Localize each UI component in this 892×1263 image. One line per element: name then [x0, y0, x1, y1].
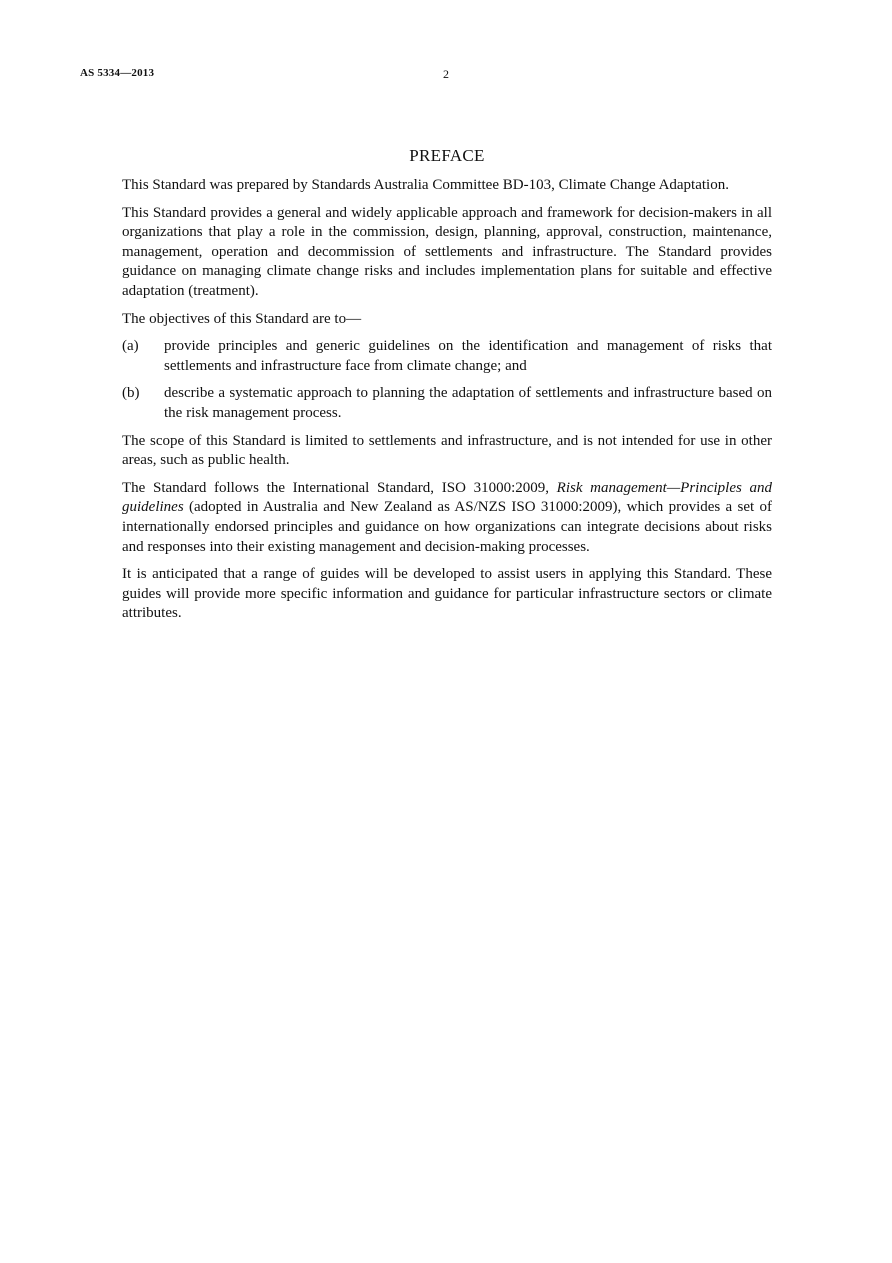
list-item-text: describe a systematic approach to planning the adaptation of settlements and infrastructure based on the risk management process. — [164, 385, 772, 421]
list-marker: (b) — [122, 385, 140, 402]
section-title: PREFACE — [409, 146, 485, 165]
paragraph-committee: This Standard was prepared by Standards Australia Committee BD-103, Climate Change Adaptation. — [122, 177, 729, 193]
list-item — [122, 337, 772, 376]
paragraph-approach: This Standard provides a general and widely applicable approach and framework for decision-makers in all organizations that play a role in the commission, design, planning, approval, construction, maintenance, management, operation and decommission of settlements and infrastructure. The Standard provides guidance on managing climate change risks and includes implementation plans for suitable and effective adaptation (treatment). — [122, 204, 772, 299]
standard-title-italic: Risk management—Principles and guidelines — [122, 479, 772, 516]
paragraph-text: The Standard follows the International Standard, ISO 31000:2009, — [122, 479, 557, 496]
paragraph-guides: It is anticipated that a range of guides will be developed to assist users in applying this Standard. These guides will provide more specific information and guidance for particular infrastructure sectors or climate attributes. — [122, 566, 772, 622]
list-marker: (a) — [122, 338, 139, 355]
paragraph-scope: The scope of this Standard is limited to settlements and infrastructure, and is not intended for use in other areas, such as public health. — [122, 432, 772, 469]
paragraph-iso-reference — [122, 479, 772, 557]
paragraph-objectives-intro: The objectives of this Standard are to— — [122, 310, 362, 327]
paragraph-text: (adopted in Australia and New Zealand as AS/NZS ISO 31000:2009), which provides a set of internationally endorsed principles and guidance on how organizations can integrate decisions about risks and responses into their existing management and decision-making processes. — [122, 499, 772, 555]
document-code: AS 5334—2013 — [80, 67, 155, 79]
objectives-list — [122, 337, 772, 423]
preface-section — [122, 145, 772, 632]
page-number: 2 — [443, 67, 449, 81]
list-item-text: provide principles and generic guidelines on the identification and management of risks that settlements and infrastructure face from climate change; and — [164, 338, 772, 374]
list-item — [122, 384, 772, 423]
